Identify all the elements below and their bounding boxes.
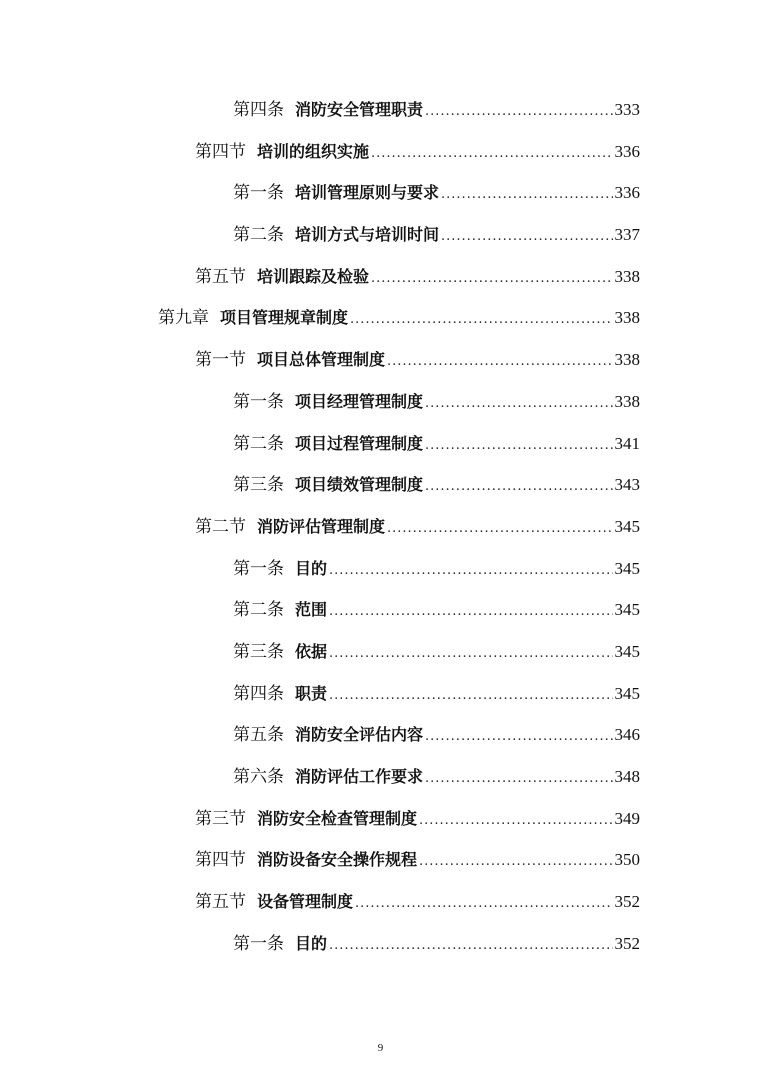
toc-entry-title: 目的 xyxy=(295,558,328,578)
toc-dot-leader xyxy=(441,174,612,216)
toc-dot-leader xyxy=(441,216,612,258)
toc-entry-page: 343 xyxy=(614,475,640,495)
toc-entry-number: 第四条 xyxy=(233,683,284,704)
toc-dot-leader xyxy=(329,591,612,633)
toc-entry-number: 第四条 xyxy=(233,100,284,120)
toc-entry[interactable] xyxy=(0,464,761,506)
toc-entry[interactable] xyxy=(0,214,761,256)
toc-entry-number: 第四节 xyxy=(195,850,246,871)
toc-entry-page: 345 xyxy=(614,600,640,620)
toc-entry-title: 项目过程管理制度 xyxy=(295,433,424,453)
toc-dot-leader xyxy=(371,133,612,175)
toc-entry-number: 第九章 xyxy=(158,308,209,329)
toc-entry-number: 第一条 xyxy=(233,183,284,204)
toc-entry[interactable] xyxy=(0,798,761,840)
toc-entry[interactable] xyxy=(0,423,761,465)
toc-entry-title: 职责 xyxy=(295,683,328,703)
toc-entry-number: 第五节 xyxy=(195,892,246,913)
toc-entry-number: 第二条 xyxy=(233,600,284,621)
toc-dot-leader xyxy=(425,425,612,467)
toc-entry-page: 345 xyxy=(614,558,640,578)
toc-dot-leader xyxy=(355,883,612,925)
toc-entry-title: 设备管理制度 xyxy=(257,892,354,912)
toc-dot-leader xyxy=(419,800,612,842)
toc-entry-number: 第一条 xyxy=(233,391,284,412)
toc-dot-leader xyxy=(387,508,612,550)
toc-entry-page: 345 xyxy=(614,641,640,661)
toc-entry-title: 项目总体管理制度 xyxy=(257,350,386,370)
toc-entry-number: 第五条 xyxy=(233,725,284,746)
toc-entry-title: 消防安全检查管理制度 xyxy=(257,808,418,828)
toc-entry-page: 341 xyxy=(614,433,640,453)
toc-entry-number: 第一条 xyxy=(233,933,284,954)
toc-entry-title: 依据 xyxy=(295,641,328,661)
toc-entry-number: 第三条 xyxy=(233,475,284,496)
toc-entry-page: 345 xyxy=(614,683,640,703)
toc-entry[interactable] xyxy=(0,381,761,423)
toc-entry-number: 第二条 xyxy=(233,225,284,246)
toc-entry-title: 消防设备安全操作规程 xyxy=(257,850,418,870)
toc-entry-title: 培训的组织实施 xyxy=(257,141,370,161)
toc-entry-title: 目的 xyxy=(295,933,328,953)
toc-dot-leader xyxy=(329,550,612,592)
page-number: 9 xyxy=(377,1042,384,1054)
toc-entry[interactable] xyxy=(0,297,761,339)
toc-entry[interactable] xyxy=(0,548,761,590)
toc-entry[interactable] xyxy=(0,131,761,173)
toc-entry[interactable] xyxy=(0,839,761,881)
toc-entry-title: 项目管理规章制度 xyxy=(220,308,349,328)
toc-entry-title: 项目绩效管理制度 xyxy=(295,475,424,495)
toc-dot-leader xyxy=(371,258,612,300)
toc-entry-page: 338 xyxy=(614,308,640,328)
toc-entry-page: 350 xyxy=(614,850,640,870)
toc-entry[interactable] xyxy=(0,256,761,298)
toc-dot-leader xyxy=(387,341,612,383)
toc-entry-number: 第二条 xyxy=(233,433,284,454)
toc-entry[interactable] xyxy=(0,631,761,673)
toc-entry[interactable] xyxy=(0,89,761,131)
toc-dot-leader xyxy=(419,841,612,883)
toc-entry-title: 培训管理原则与要求 xyxy=(295,183,440,203)
toc-entry-page: 338 xyxy=(614,266,640,286)
toc-entry-number: 第一节 xyxy=(195,350,246,371)
toc-entry-title: 培训跟踪及检验 xyxy=(257,266,370,286)
toc-dot-leader xyxy=(425,716,612,758)
toc-entry-page: 338 xyxy=(614,350,640,370)
toc-entry-number: 第三条 xyxy=(233,641,284,662)
toc-entry[interactable] xyxy=(0,881,761,923)
table-of-contents xyxy=(0,89,761,964)
toc-entry-title: 消防安全评估内容 xyxy=(295,725,424,745)
toc-entry-number: 第四节 xyxy=(195,141,246,162)
toc-entry-number: 第六条 xyxy=(233,767,284,787)
toc-dot-leader xyxy=(425,91,612,133)
toc-entry-number: 第二节 xyxy=(195,516,246,537)
toc-entry[interactable] xyxy=(0,923,761,965)
toc-entry-title: 培训方式与培训时间 xyxy=(295,225,440,245)
toc-entry-page: 338 xyxy=(614,391,640,411)
toc-entry-page: 336 xyxy=(614,141,640,161)
toc-entry-number: 第一条 xyxy=(233,558,284,579)
toc-entry-page: 349 xyxy=(614,808,640,828)
toc-dot-leader xyxy=(329,925,612,967)
toc-entry-page: 333 xyxy=(614,100,640,119)
toc-entry-title: 项目经理管理制度 xyxy=(295,391,424,411)
toc-entry-title: 消防安全管理职责 xyxy=(295,100,424,119)
toc-entry[interactable] xyxy=(0,172,761,214)
toc-entry-title: 消防评估工作要求 xyxy=(295,767,424,786)
toc-dot-leader xyxy=(425,758,612,800)
toc-dot-leader xyxy=(350,299,612,341)
toc-entry[interactable] xyxy=(0,714,761,756)
toc-entry[interactable] xyxy=(0,673,761,715)
toc-entry-title: 范围 xyxy=(295,600,328,620)
toc-entry-number: 第五节 xyxy=(195,266,246,287)
toc-entry-number: 第三节 xyxy=(195,808,246,829)
toc-entry-page: 352 xyxy=(614,892,640,912)
toc-entry[interactable] xyxy=(0,589,761,631)
toc-dot-leader xyxy=(425,466,612,508)
toc-entry-page: 336 xyxy=(614,183,640,203)
toc-dot-leader xyxy=(425,383,612,425)
toc-entry-page: 346 xyxy=(614,725,640,745)
toc-dot-leader xyxy=(329,633,612,675)
toc-entry-page: 352 xyxy=(614,933,640,953)
toc-entry[interactable] xyxy=(0,506,761,548)
toc-dot-leader xyxy=(329,675,612,717)
toc-entry-title: 消防评估管理制度 xyxy=(257,516,386,536)
toc-entry-page: 348 xyxy=(614,767,640,786)
toc-entry-page: 345 xyxy=(614,516,640,536)
toc-entry[interactable] xyxy=(0,756,761,798)
toc-entry-page: 337 xyxy=(614,225,640,245)
toc-entry[interactable] xyxy=(0,339,761,381)
